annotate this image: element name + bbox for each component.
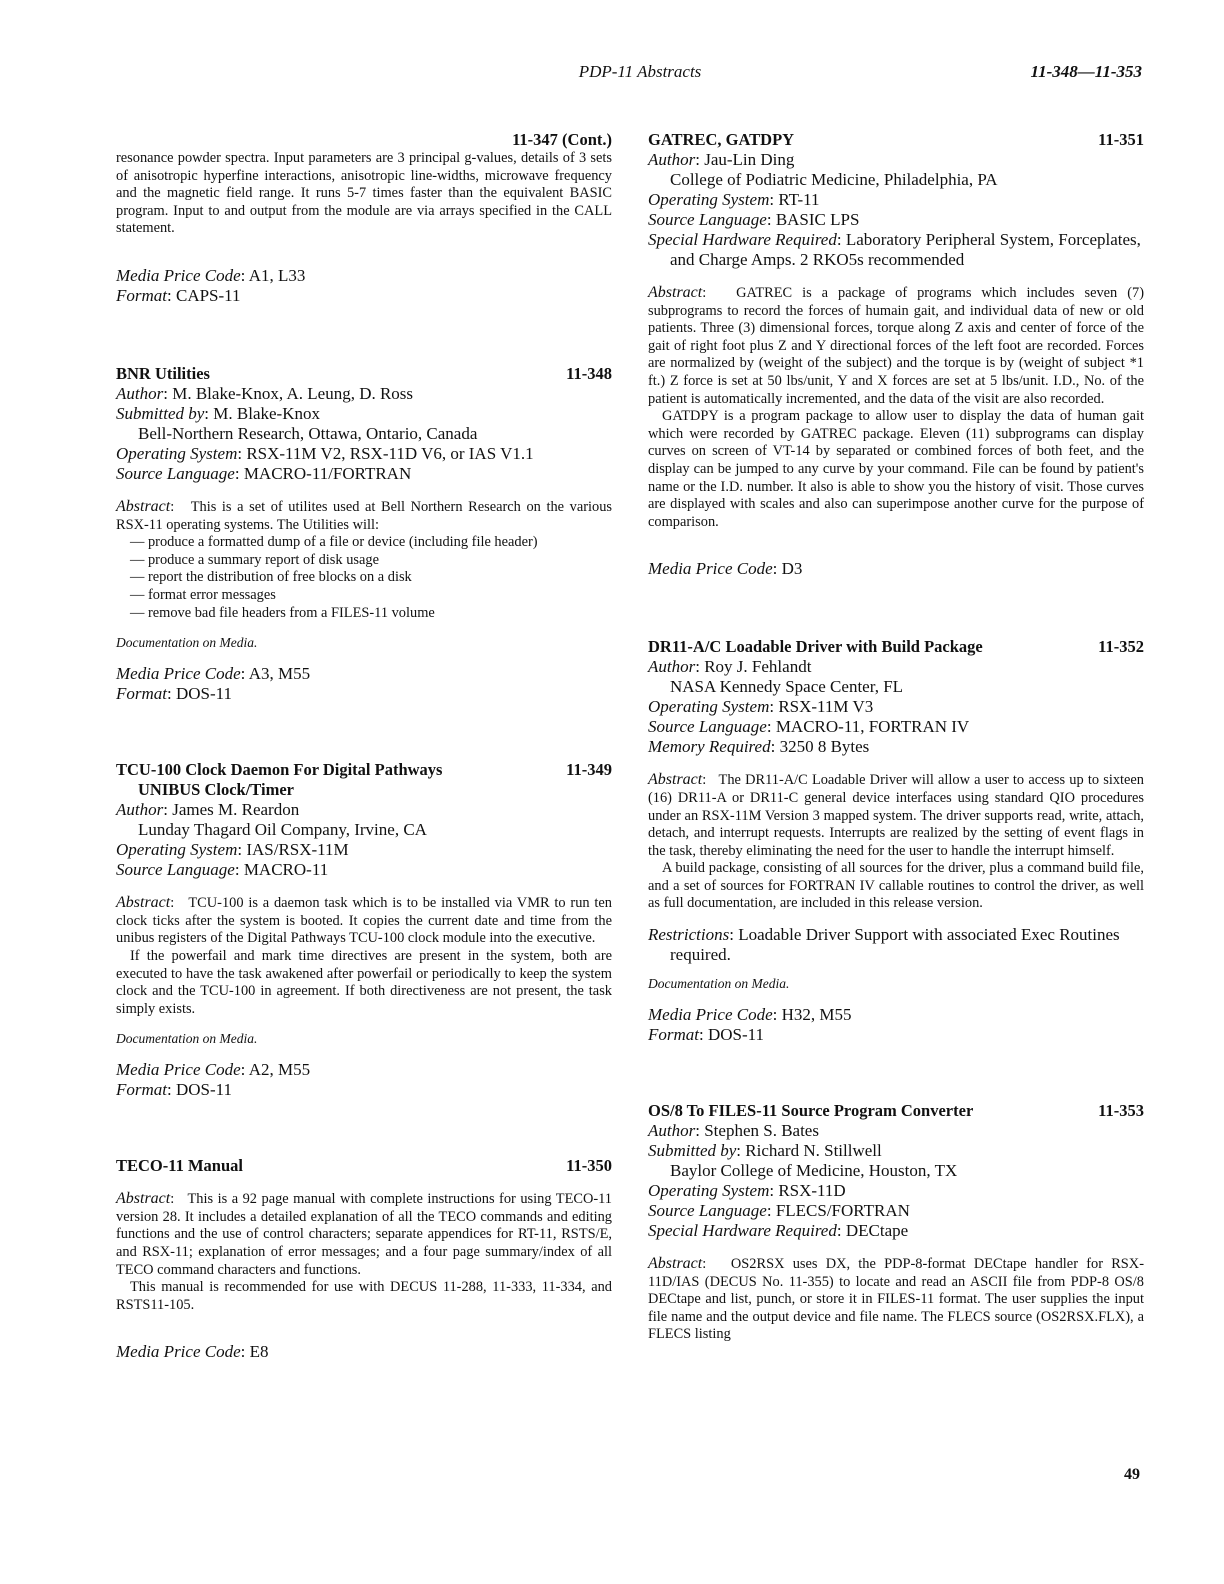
header-title: PDP-11 Abstracts: [578, 62, 702, 81]
entry-11-352: [648, 637, 1144, 1045]
entry-heading: [648, 1101, 1144, 1121]
submitted-by: Submitted by: M. Blake-Knox: [116, 403, 320, 423]
entry-heading: [648, 130, 1144, 150]
author: Author: M. Blake-Knox, A. Leung, D. Ross: [116, 383, 414, 403]
entry-number: 11-348: [566, 363, 612, 383]
special-hardware: Special Hardware Required: DECtape: [648, 1221, 909, 1241]
special-hardware: Special Hardware Required: Laboratory Peripheral System, Forceplates, and Charge Amps. 2 RKO5s recommended: [648, 230, 1141, 269]
documentation-note: Documentation on Media.: [648, 976, 790, 992]
entry-11-349: [116, 760, 612, 1100]
header-range: 11-348—11-353: [1030, 62, 1142, 81]
bullet-item: — format error messages: [130, 586, 276, 603]
entry-title: TECO-11 Manual: [116, 1156, 243, 1176]
documentation-note: Documentation on Media.: [116, 1031, 258, 1047]
affiliation: College of Podiatric Medicine, Philadelphia, PA: [670, 170, 998, 189]
entry-11-353: [648, 1101, 1144, 1344]
operating-system: Operating System: RSX-11M V2, RSX-11D V6, or IAS V1.1: [116, 443, 534, 463]
entry-11-350: [116, 1156, 612, 1362]
entry-title: BNR Utilities: [116, 363, 210, 383]
author: Author: Roy J. Fehlandt: [648, 657, 812, 677]
entry-subtitle: UNIBUS Clock/Timer: [138, 780, 294, 800]
left-column: [116, 130, 612, 1362]
entry-11-347: [116, 130, 612, 306]
running-header: [0, 62, 1224, 86]
source-language: Source Language: MACRO-11: [116, 860, 329, 880]
entry-11-351: [648, 130, 1144, 579]
source-language: Source Language: BASIC LPS: [648, 210, 860, 229]
entry-title: DR11-A/C Loadable Driver with Build Package: [648, 637, 983, 657]
media-price-code: Media Price Code: E8: [116, 1342, 269, 1362]
affiliation: Lunday Thagard Oil Company, Irvine, CA: [138, 820, 427, 840]
entry-title: GATREC, GATDPY: [648, 130, 795, 149]
operating-system: Operating System: IAS/RSX-11M: [116, 840, 349, 860]
entry-number: 11-347 (Cont.): [512, 130, 612, 149]
entry-title: TCU-100 Clock Daemon For Digital Pathways: [116, 760, 443, 780]
entry-number: 11-349: [566, 760, 612, 780]
page-number: 49: [1124, 1466, 1140, 1483]
media-price-code: Media Price Code: A1, L33: [116, 265, 306, 285]
affiliation: Bell-Northern Research, Ottawa, Ontario, Canada: [138, 423, 478, 443]
operating-system: Operating System: RSX-11M V3: [648, 697, 874, 717]
documentation-note: Documentation on Media.: [116, 635, 258, 651]
entry-number: 11-353: [1098, 1101, 1144, 1121]
author: Author: James M. Reardon: [116, 800, 300, 820]
operating-system: Operating System: RT-11: [648, 190, 820, 209]
abstract-text: Abstract: OS2RSX uses DX, the PDP-8-format DECtape handler for RSX-11D/IAS (DECUS No. 11-355) to locate and read an ASCII file from PDP-8 OS/8 DECtape and list, punch, or store it in FILES-11 format. The user supplies the input file name and the output device and file name. The FLECS source (OS2RSX.FLX), a FLECS listing: [648, 1255, 1144, 1343]
media-price-code: Media Price Code: A3, M55: [116, 664, 311, 684]
media-price-code: Media Price Code: H32, M55: [648, 1005, 852, 1025]
source-language: Source Language: FLECS/FORTRAN: [648, 1201, 910, 1221]
bullet-item: — produce a formatted dump of a file or device (including file header): [130, 534, 538, 551]
abstract-paragraph-2: A build package, consisting of all sources for the driver, plus a command build file, and a set of sources for FORTRAN IV callable routines to control the driver, as well as full documentation, are included in this release version.: [648, 860, 1144, 912]
entry-number: 11-350: [566, 1156, 612, 1176]
media-price-code: Media Price Code: A2, M55: [116, 1060, 311, 1080]
bullet-item: — produce a summary report of disk usage: [130, 551, 379, 568]
memory-required: Memory Required: 3250 8 Bytes: [648, 737, 870, 757]
author: Author: Jau-Lin Ding: [648, 150, 795, 169]
abstract-text: Abstract: This is a 92 page manual with complete instructions for using TECO-11 version 28. It includes a detailed explanation of all the TECO commands and editing functions and the use of control characters; separate appendices for RT-11, RSTS/E, and RSX-11; explanation of error messages; and a four page summary/index of all TECO command characters and functions.: [116, 1190, 613, 1278]
abstract-paragraph-2: If the powerfail and mark time directives are present in the system, both are executed to have the task awakened after powerfail or periodically to keep the system clock and the TCU-100 in agreement. If both directiveness are not present, the task simply exists.: [116, 947, 612, 1017]
abstract-paragraph-2: This manual is recommended for use with DECUS 11-288, 11-333, 11-334, and RSTS11-105.: [116, 1279, 612, 1313]
entry-title: OS/8 To FILES-11 Source Program Converter: [648, 1101, 974, 1121]
abstract-text: Abstract: TCU-100 is a daemon task which is to be installed via VMR to run ten clock ticks after the system is booted. It copies the current date and time from the unibus registers of the Digital Pathways TCU-100 clock module into the executive.: [116, 894, 612, 947]
entry-heading: [116, 760, 612, 780]
entry-heading: [648, 637, 1144, 657]
restrictions: Restrictions: Loadable Driver Support with associated Exec Routines required.: [648, 925, 1120, 965]
abstract-text: Abstract: This is a set of utilites used at Bell Northern Research on the various RSX-11 operating systems. The Utilities will:: [116, 497, 612, 533]
author: Author: Stephen S. Bates: [648, 1121, 819, 1141]
format: Format: DOS-11: [116, 684, 233, 704]
entry-heading: [116, 1156, 612, 1176]
entry-11-348: [116, 364, 612, 704]
affiliation: Baylor College of Medicine, Houston, TX: [670, 1161, 958, 1181]
entry-heading: [116, 364, 612, 384]
format: Format: DOS-11: [648, 1025, 765, 1045]
format: Format: CAPS-11: [116, 285, 241, 305]
abstract-paragraph-2: GATDPY is a program package to allow user to display the data of human gait which were recorded by GATREC package. Eleven (11) subprograms can display curves on screen of VT-14 by separated or combined forces of both feet, and the display can be jumped to any curve by your command. File can be found by patient's name or the I.D. number. It also is able to show you the history of visit. Those curves are displayed with scales and also can superimpose another curve for the purpose of comparison.: [648, 408, 1144, 530]
entry-number: 11-351: [1098, 130, 1144, 149]
abstract-text: Abstract: GATREC is a package of programs which includes seven (7) subprograms to record the forces of humain gait, and individual data of new or old patients. Three (3) dimensional forces, torque along Z axis and center of force of the gait of right foot plus Z and Y directional forces of the left foot are recorded. Forces are normalized by (weight of the subject) and the torque is by (weight of subject *1 ft.) Z force is set at 50 lbs/unit, Y and X forces are set at 5 lbs/unit. I.D., No. of the patient is automatically incremented, and the data of the visit are also recorded.: [648, 284, 1144, 407]
affiliation: NASA Kennedy Space Center, FL: [670, 677, 904, 697]
bullet-item: — report the distribution of free blocks on a disk: [130, 569, 412, 586]
abstract-text: Abstract: The DR11-A/C Loadable Driver will allow a user to access up to sixteen (16) DR11-A or DR11-C general device interfaces using standard QIO procedures under an RSX-11M Version 3 mapped system. The driver supports read, write, attach, detach, and interrupt requests. Interrupts are realized by the setting of event flags in the task, thereby eliminating the need for the user to handle the interrupt himself.: [648, 771, 1144, 859]
bullet-item: — remove bad file headers from a FILES-11 volume: [130, 604, 435, 621]
submitted-by: Submitted by: Richard N. Stillwell: [648, 1141, 882, 1161]
source-language: Source Language: MACRO-11, FORTRAN IV: [648, 717, 970, 737]
operating-system: Operating System: RSX-11D: [648, 1181, 846, 1201]
media-price-code: Media Price Code: D3: [648, 559, 803, 579]
source-language: Source Language: MACRO-11/FORTRAN: [116, 463, 412, 483]
entry-number: 11-352: [1098, 637, 1144, 657]
abstract-text: resonance powder spectra. Input parameters are 3 principal g-values, details of 3 sets of anisotropic hyperfine interactions, anisotropic line-widths, microwave frequency and the magnetic field range. It runs 5-7 times faster than the equivalent BASIC program. Input to and output from the module are via arrays specified in the CALL statement.: [116, 150, 612, 237]
format: Format: DOS-11: [116, 1080, 233, 1100]
right-column: [648, 130, 1144, 1344]
